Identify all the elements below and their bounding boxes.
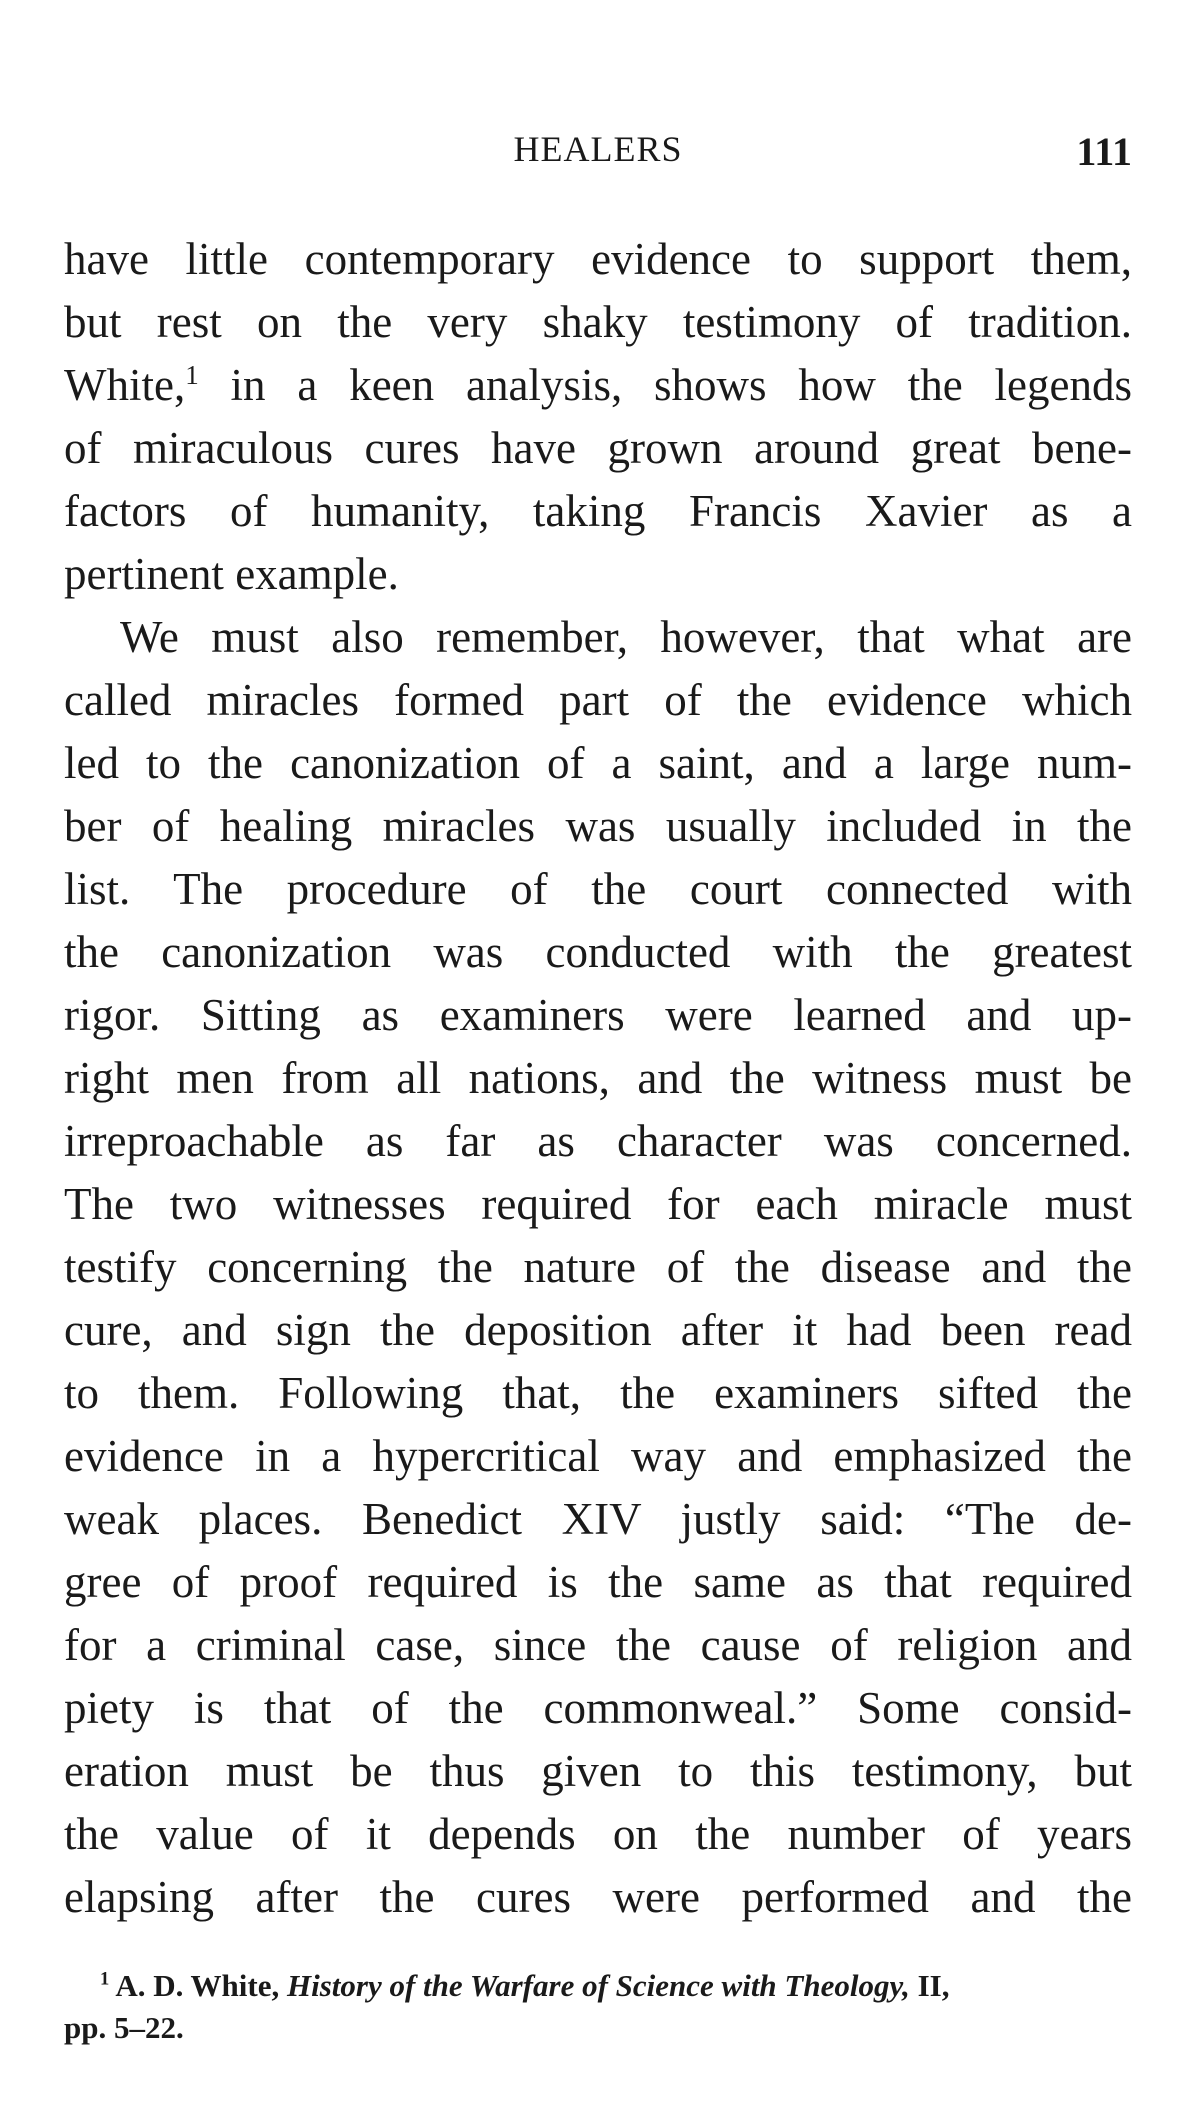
- text-line: factors of humanity, taking Francis Xavier as a: [64, 486, 1132, 536]
- footnote-line: [64, 2007, 1132, 2049]
- footnote-reference: 1: [185, 360, 199, 390]
- text-line: led to the canonization of a saint, and a large num-: [64, 738, 1132, 788]
- text-line: evidence in a hypercritical way and emphasized the: [64, 1431, 1132, 1481]
- text-line: testify concerning the nature of the disease and the: [64, 1242, 1132, 1292]
- text-line: called miracles formed part of the evidence which: [64, 675, 1132, 725]
- text-line: cure, and sign the deposition after it had been read: [64, 1305, 1132, 1355]
- text-line: have little contemporary evidence to support them,: [64, 234, 1132, 284]
- text-line: irreproachable as far as character was concerned.: [64, 1116, 1132, 1166]
- footnote: [64, 1965, 1132, 2049]
- text-line: the value of it depends on the number of years: [64, 1809, 1132, 1859]
- text-line: the canonization was conducted with the greatest: [64, 927, 1132, 977]
- text-line: The two witnesses required for each miracle must: [64, 1179, 1132, 1229]
- text-line: rigor. Sitting as examiners were learned and up-: [64, 990, 1132, 1040]
- text-line: ber of healing miracles was usually included in the: [64, 801, 1132, 851]
- white-name: White,: [64, 360, 186, 410]
- body-text: [64, 228, 1132, 1929]
- text-line: gree of proof required is the same as that required: [64, 1557, 1132, 1607]
- text-line: pertinent example.: [64, 549, 399, 599]
- text-line: of miraculous cures have grown around great bene-: [64, 423, 1132, 473]
- text-line: elapsing after the cures were performed and the: [64, 1872, 1132, 1922]
- text-line: eration must be thus given to this testimony, but: [64, 1746, 1132, 1796]
- footnote-title: History of the Warfare of Science with Theology,: [287, 1968, 910, 2003]
- footnote-pages: pp. 5–22.: [64, 2010, 184, 2045]
- footnote-volume: II,: [917, 1968, 950, 2003]
- text-line-remainder: in a keen analysis, shows how the legends: [230, 360, 1133, 410]
- text-line: to them. Following that, the examiners sifted the: [64, 1368, 1132, 1418]
- text-line: We must also remember, however, that what are: [120, 612, 1132, 662]
- footnote-line: [64, 1965, 1132, 2007]
- text-line: [64, 354, 1132, 417]
- text-line: right men from all nations, and the witness must be: [64, 1053, 1132, 1103]
- text-line: weak places. Benedict XIV justly said: “The de-: [64, 1494, 1132, 1544]
- running-title: HEALERS: [513, 129, 683, 169]
- footnote-author: A. D. White,: [115, 1968, 280, 2003]
- running-head: [64, 128, 1132, 178]
- text-line: for a criminal case, since the cause of religion and: [64, 1620, 1132, 1670]
- text-line: list. The procedure of the court connected with: [64, 864, 1132, 914]
- text-line: but rest on the very shaky testimony of tradition.: [64, 297, 1132, 347]
- page-number: 111: [1076, 129, 1132, 174]
- footnote-marker: 1: [100, 1968, 110, 1990]
- text-line: piety is that of the commonweal.” Some consid-: [64, 1683, 1132, 1733]
